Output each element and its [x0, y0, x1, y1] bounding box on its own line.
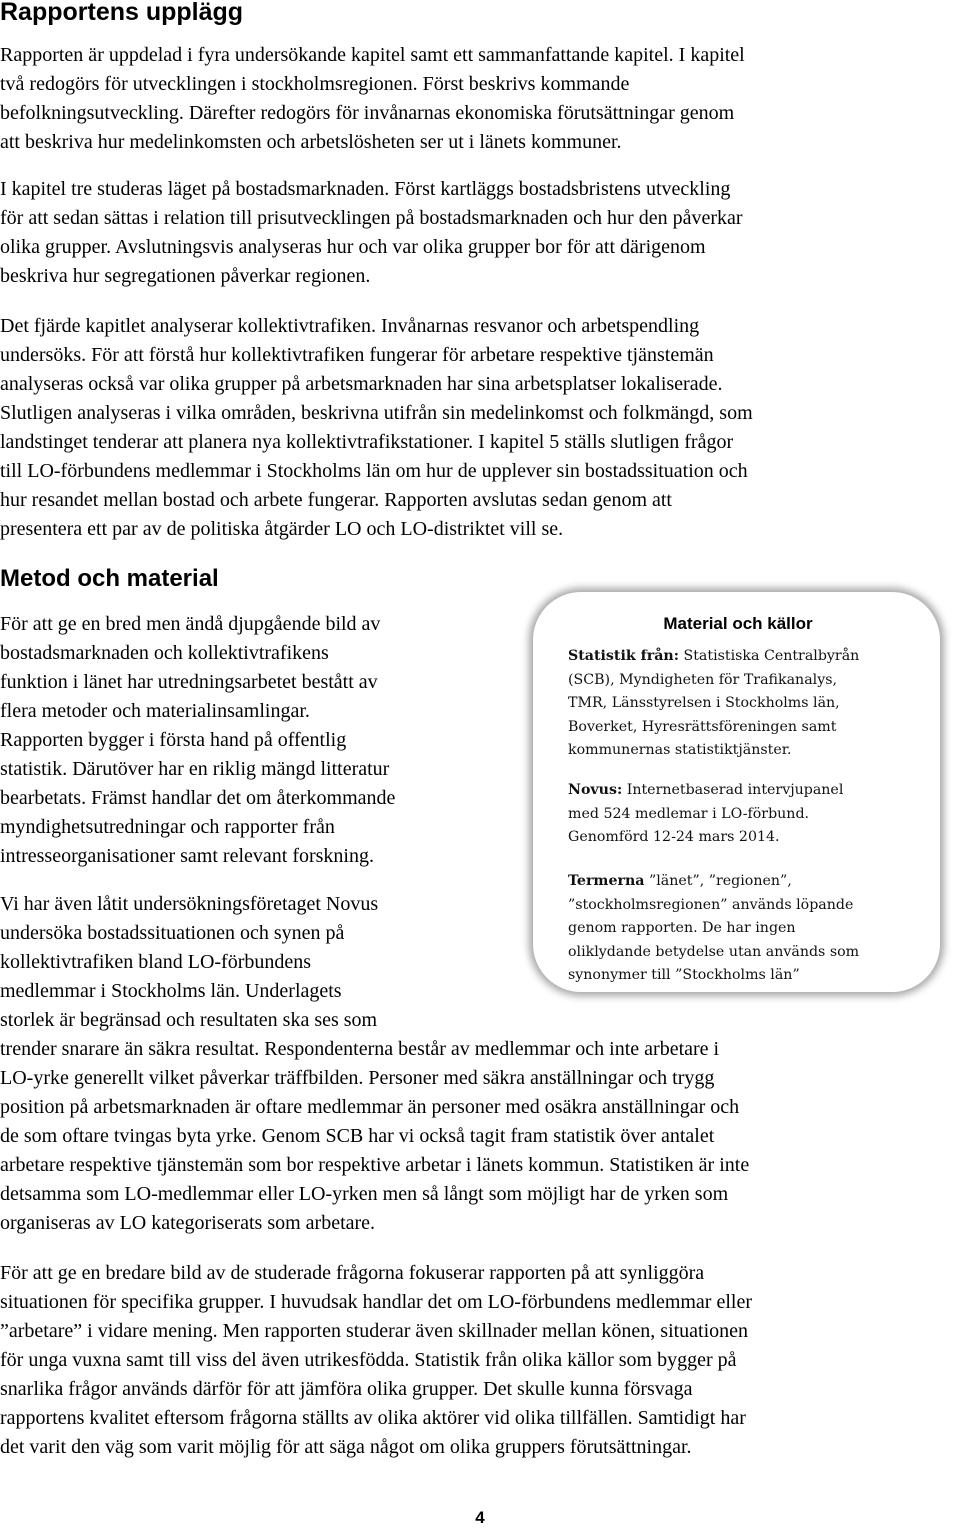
- page-number: 4: [475, 1508, 485, 1527]
- text-line: statistik. Därutöver har en riklig mängd litteratur: [0, 758, 390, 780]
- text-line: kommunernas statistiktjänster.: [568, 742, 792, 758]
- text-line: olika grupper. Avslutningsvis analyseras hur och var olika grupper bor för att därigenom: [0, 236, 706, 258]
- text-line: Det fjärde kapitlet analyserar kollektivtrafiken. Invånarnas resvanor och arbetspendling: [0, 315, 700, 337]
- text-line: TMR, Länsstyrelsen i Stockholms län,: [568, 695, 840, 711]
- text-line: Boverket, Hyresrättsföreningen samt: [568, 718, 837, 735]
- text-line: För att ge en bred men ändå djupgående bild av: [0, 613, 381, 635]
- text-line: I kapitel tre studeras läget på bostadsmarknaden. Först kartläggs bostadsbristens utveckling: [0, 178, 731, 200]
- text-line: att beskriva hur medelinkomsten och arbetslösheten ser ut i länets kommuner.: [0, 131, 622, 153]
- text-line: bostadsmarknaden och kollektivtrafikens: [0, 642, 329, 664]
- paragraph-metod: [0, 610, 395, 871]
- text-line: detsamma som LO-medlemmar eller LO-yrken men så långt som möjligt har de yrken som: [0, 1183, 729, 1205]
- text-line: För att ge en bredare bild av de studerade frågorna fokuserar rapporten på att synliggöra: [0, 1262, 705, 1284]
- text-line: intresseorganisationer samt relevant forskning.: [0, 845, 374, 867]
- paragraph-intro: [0, 41, 745, 157]
- sidebox-title: Material och källor: [663, 614, 813, 633]
- text-line: Internetbaserad intervjupanel: [626, 782, 844, 798]
- text-line: Statistiska Centralbyrån: [683, 648, 860, 664]
- text-line: Rapporten bygger i första hand på offentlig: [0, 729, 347, 751]
- text-line: de som oftare tvingas byta yrke. Genom SCB har vi också tagit fram statistik över antalet: [0, 1125, 715, 1147]
- text-line: funktion i länet har utredningsarbetet bestått av: [0, 671, 378, 693]
- text-line: myndighetsutredningar och rapporter från: [0, 816, 335, 838]
- text-line: bearbetats. Främst handlar det om återkommande: [0, 787, 396, 809]
- text-line: snarlika frågor används därför för att jämföra olika grupper. Det skulle kunna försvaga: [0, 1378, 693, 1400]
- text-line: analyseras också var olika grupper på arbetsmarknaden har sina arbetsplatser lokaliserade.: [0, 373, 723, 395]
- text-line: organiseras av LO kategoriserats som arbetare.: [0, 1212, 376, 1234]
- text-line: för unga vuxna samt till viss del även utrikesfödda. Statistik från olika källor som bygger på: [0, 1349, 737, 1371]
- text-line: medlemmar i Stockholms län. Underlagets: [0, 980, 342, 1002]
- text-line: till LO-förbundens medlemmar i Stockholms län om hur de upplever sin bostadssituation och: [0, 460, 748, 482]
- sidebox-novus: [568, 779, 843, 850]
- text-line: trender snarare än säkra resultat. Respondenterna består av medlemmar och inte arbetare i: [0, 1038, 720, 1060]
- text-line: flera metoder och materialinsamlingar.: [0, 700, 310, 722]
- text-line: position på arbetsmarknaden är oftare medlemmar än personer med osäkra anställningar och: [0, 1096, 740, 1118]
- novus-label: Novus:: [568, 782, 623, 798]
- text-line: med 524 medlemar i LO-förbund.: [568, 805, 810, 822]
- paragraph-grupper: [0, 1259, 752, 1462]
- section-heading-upplagg: Rapportens upplägg: [0, 0, 244, 26]
- text-line: Genomförd 12-24 mars 2014.: [568, 829, 780, 845]
- sidebox-statistik: [568, 645, 859, 763]
- text-line: ”stockholmsregionen” används löpande: [568, 896, 854, 913]
- text-line: befolkningsutveckling. Därefter redogörs för invånarnas ekonomiska förutsättningar genom: [0, 102, 735, 124]
- text-line: Slutligen analyseras i vilka områden, beskrivna utifrån sin medelinkomst och folkmängd, som: [0, 402, 753, 424]
- sidebox-termerna: [568, 870, 859, 988]
- paragraph-bostadsmarknad: [0, 175, 743, 291]
- text-line: rapportens kvalitet eftersom frågorna ställts av olika aktörer vid olika tillfällen. Samtidigt har: [0, 1407, 746, 1429]
- text-line: för att sedan sättas i relation till prisutvecklingen på bostadsmarknaden och hur den påverkar: [0, 207, 743, 229]
- text-line: storlek är begränsad och resultaten ska ses som: [0, 1009, 378, 1031]
- text-line: genom rapporten. De har ingen: [568, 920, 796, 936]
- text-line: beskriva hur segregationen påverkar regionen.: [0, 265, 371, 287]
- text-line: synonymer till ”Stockholms län”: [568, 967, 800, 983]
- statistik-label: Statistik från:: [568, 648, 679, 664]
- text-line: ”arbetare” i vidare mening. Men rapporten studerar även skillnader mellan könen, situationen: [0, 1320, 749, 1342]
- paragraph-kollektivtrafik: [0, 312, 753, 544]
- text-line: LO-yrke generellt vilket påverkar träffbilden. Personer med säkra anställningar och trygg: [0, 1067, 715, 1089]
- text-line: Vi har även låtit undersökningsföretaget Novus: [0, 893, 379, 915]
- text-line: (SCB), Myndigheten för Trafikanalys,: [568, 671, 837, 688]
- text-line: hur resandet mellan bostad och arbete fungerar. Rapporten avslutas sedan genom att: [0, 489, 672, 511]
- text-line: det varit den väg som varit möjlig för att säga något om olika gruppers förutsättningar.: [0, 1436, 692, 1458]
- text-line: undersöka bostadssituationen och synen på: [0, 922, 345, 944]
- text-line: presentera ett par av de politiska åtgärder LO och LO-distriktet vill se.: [0, 518, 564, 540]
- text-line: kollektivtrafiken bland LO-förbundens: [0, 951, 312, 973]
- text-line: arbetare respektive tjänstemän som bor respektive arbetar i länets kommun. Statistiken är inte: [0, 1154, 750, 1176]
- text-line: landstinget tenderar att planera nya kollektivtrafikstationer. I kapitel 5 ställs slutligen frågor: [0, 431, 734, 453]
- section-heading-metod: Metod och material: [0, 565, 219, 592]
- text-line: situationen för specifika grupper. I huvudsak handlar det om LO-förbundens medlemmar eller: [0, 1291, 752, 1313]
- text-line: undersöks. För att förstå hur kollektivtrafiken fungerar för arbetare respektive tjänstemän: [0, 344, 714, 366]
- text-line: två redogörs för utvecklingen i stockholmsregionen. Först beskrivs kommande: [0, 73, 630, 95]
- termerna-label: Termerna: [568, 873, 645, 889]
- text-line: Rapporten är uppdelad i fyra undersökande kapitel samt ett sammanfattande kapitel. I kapitel: [0, 44, 745, 66]
- text-line: ”länet”, ”regionen”,: [648, 873, 792, 889]
- text-line: oliklydande betydelse utan används som: [568, 943, 860, 960]
- sources-sidebox: [533, 592, 940, 992]
